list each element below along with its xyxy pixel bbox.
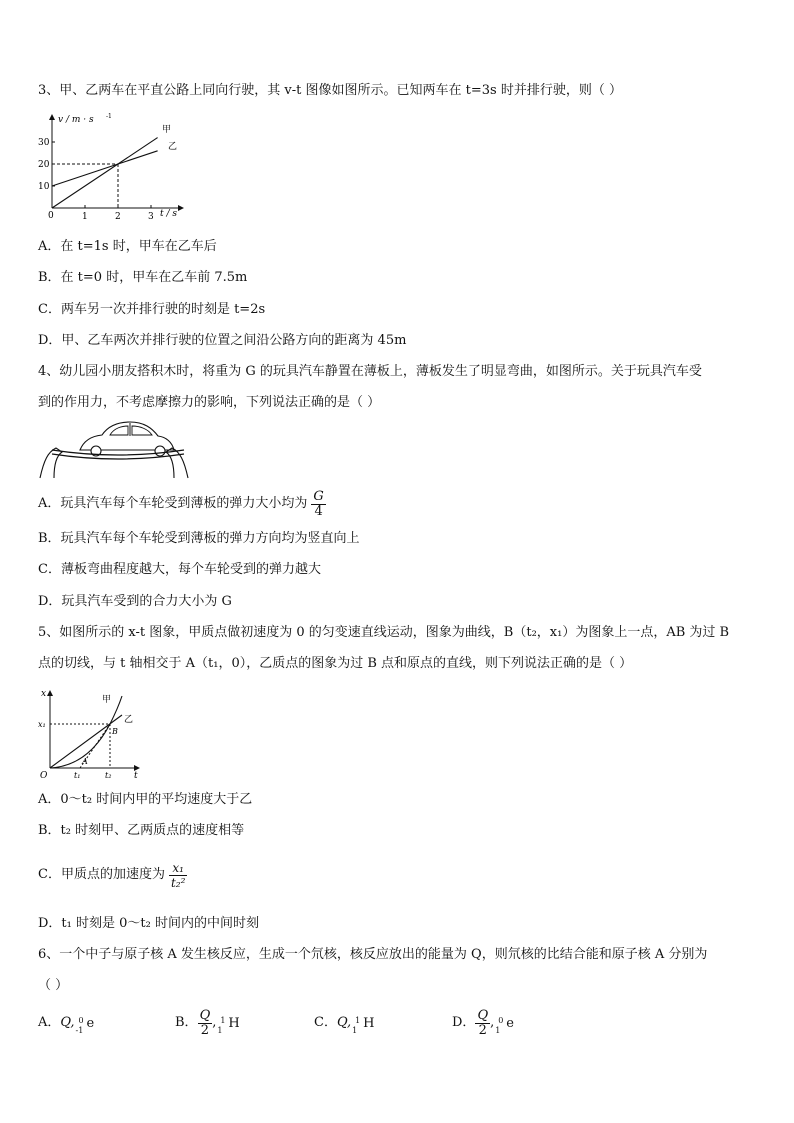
q3-stem: 3、甲、乙两车在平直公路上同向行驶，其 v-t 图像如图所示。已知两车在 t=3s 时并排行驶，则（ ） <box>38 83 622 98</box>
q4-stem-line2: 到的作用力，不考虑摩擦力的影响，下列说法正确的是（ ） <box>38 395 381 410</box>
q5-x1-label: x₁ <box>38 720 46 729</box>
q3-xtick-label-3: 3 <box>148 212 154 222</box>
q5-xt-graph <box>38 686 142 780</box>
q3-option-d[interactable]: D．甲、乙车两次并排行驶的位置之间沿公路方向的距离为 45m <box>38 333 407 348</box>
q6-option-d-charge-number: 1 <box>495 1026 501 1035</box>
q6-option-a-q: Q, <box>60 1015 75 1030</box>
q5-stem-line2: 点的切线，与 t 轴相交于 A（t₁，0），乙质点的图象为过 B 点和原点的直线，则下列说法正确的是（ ） <box>38 656 633 671</box>
q4-option-d[interactable]: D．玩具汽车受到的合力大小为 G <box>38 594 232 609</box>
q3-ylabel: v / m · s <box>58 115 94 125</box>
q3-ytick-label-30: 30 <box>38 138 50 148</box>
q5-xlabel: t <box>134 771 138 780</box>
q5-option-d[interactable]: D．t₁ 时刻是 0～t₂ 时间内的中间时刻 <box>38 916 259 931</box>
q3-ylabel-sup: -1 <box>106 113 112 120</box>
q5-ylabel: x <box>41 689 47 699</box>
q4-option-b[interactable]: B．玩具汽车每个车轮受到薄板的弹力方向均为竖直向上 <box>38 531 360 546</box>
left-support <box>40 448 62 478</box>
q6-option-b-label: B． <box>175 1015 198 1030</box>
q6-stem-line2: （ ） <box>38 978 69 993</box>
q6-option-b-numerator: Q <box>199 1007 211 1023</box>
q3-series-yi-label: 乙 <box>168 142 178 152</box>
q6-option-d-fraction <box>475 1009 490 1038</box>
q3-option-a[interactable]: A．在 t=1s 时，甲车在乙车后 <box>38 239 217 254</box>
q4-option-a-denominator: 4 <box>314 503 323 519</box>
q5-option-a[interactable]: A．0～t₂ 时间内甲的平均速度大于乙 <box>38 792 253 807</box>
q5-option-c-denominator: t₂² <box>170 875 186 890</box>
q6-option-a[interactable] <box>38 1005 101 1041</box>
q4-option-a[interactable] <box>38 486 326 522</box>
q6-option-d-mass-number: 0 <box>498 1016 504 1025</box>
car-wheel-rear <box>155 446 165 456</box>
q6-option-b-charge-number: 1 <box>217 1026 223 1035</box>
q4-car-on-board-figure <box>38 416 190 482</box>
q5-t2-label: t₂ <box>105 771 112 780</box>
q6-option-c-q: Q, <box>336 1015 352 1030</box>
q6-option-d-numerator: Q <box>477 1007 489 1023</box>
q6-option-d[interactable] <box>452 1005 520 1041</box>
q4-option-a-fraction <box>311 490 325 519</box>
q6-option-d-label: D． <box>452 1015 476 1030</box>
q6-option-b-mass-number: 1 <box>220 1016 226 1025</box>
q5-option-b[interactable]: B．t₂ 时刻甲、乙两质点的速度相等 <box>38 823 245 838</box>
q6-option-b-fraction <box>198 1009 213 1038</box>
q6-option-d-nuclide <box>494 1014 520 1035</box>
q5-option-c-numerator: x₁ <box>169 861 187 876</box>
q3-ytick-label-20: 20 <box>38 160 50 170</box>
q6-option-d-separator: , <box>490 1015 495 1030</box>
q4-stem-line1: 4、幼儿园小朋友搭积木时，将重为 G 的玩具汽车静置在薄板上，薄板发生了明显弯曲，如图所示。关于玩具汽车受 <box>38 364 702 379</box>
q3-option-b[interactable]: B．在 t=0 时，甲车在乙车前 7.5m <box>38 270 248 285</box>
q5-option-c-text: C．甲质点的加速度为 <box>38 867 165 882</box>
q5-option-c[interactable] <box>38 855 187 895</box>
q4-option-a-numerator: G <box>313 488 324 504</box>
q3-series-jia-line <box>52 138 158 208</box>
q6-option-b-denominator: 2 <box>200 1022 210 1038</box>
q3-ytick-label-10: 10 <box>38 182 50 192</box>
q4-option-c[interactable]: C．薄板弯曲程度越大，每个车轮受到的弹力越大 <box>38 562 321 577</box>
q5-x-arrow <box>47 690 53 696</box>
car-window-front <box>110 426 128 435</box>
q3-series-jia-label: 甲 <box>162 125 172 135</box>
q6-option-c-nuclide <box>351 1014 377 1035</box>
q6-option-d-denominator: 2 <box>478 1022 487 1038</box>
q6-option-b-symbol: H <box>228 1016 240 1031</box>
q6-option-c-mass-number: 1 <box>355 1016 361 1025</box>
q3-xlabel: t / s <box>160 209 177 219</box>
q6-option-a-label: A． <box>38 1015 61 1030</box>
q3-y-arrow <box>49 114 55 120</box>
q5-t1-label: t₁ <box>74 771 81 780</box>
q3-vt-graph <box>38 112 188 222</box>
q6-option-c-charge-number: 1 <box>352 1026 358 1035</box>
q5-line-label: 乙 <box>124 715 134 725</box>
q6-option-a-mass-number: 0 <box>78 1016 84 1025</box>
q3-series-yi-line <box>52 151 158 186</box>
q6-option-d-symbol: e <box>506 1016 514 1031</box>
q6-option-a-charge-number: -1 <box>75 1026 84 1035</box>
q6-option-a-nuclide <box>75 1014 101 1035</box>
q3-option-c[interactable]: C．两车另一次并排行驶的时刻是 t=2s <box>38 302 266 317</box>
q5-stem-line1: 5、如图所示的 x-t 图象，甲质点做初速度为 0 的匀变速直线运动，图象为曲线，B（t₂，x₁）为图象上一点，AB 为过 B <box>38 625 730 640</box>
q6-stem-line1: 6、一个中子与原子核 A 发生核反应，生成一个氘核，核反应放出的能量为 Q，则氘核的比结合能和原子核 A 分别为 <box>38 947 708 962</box>
q5-option-c-fraction <box>169 861 187 890</box>
q6-option-b[interactable] <box>175 1005 242 1041</box>
q6-option-c[interactable] <box>314 1005 377 1041</box>
q4-option-a-text: A．玩具汽车每个车轮受到薄板的弹力大小均为 <box>38 496 308 511</box>
q5-curve-label: 甲 <box>102 695 112 705</box>
q6-option-c-label: C． <box>314 1015 337 1030</box>
q3-origin: 0 <box>48 211 54 221</box>
q5-point-b: B <box>112 727 118 736</box>
q3-xtick-label-1: 1 <box>82 212 88 222</box>
q6-option-a-symbol: e <box>86 1016 95 1031</box>
q5-point-a: A <box>82 757 88 766</box>
q5-origin: O <box>40 771 48 780</box>
q3-x-arrow <box>178 205 184 211</box>
q3-xtick-label-2: 2 <box>115 212 121 222</box>
q6-option-b-separator: , <box>212 1015 217 1030</box>
q6-option-c-symbol: H <box>363 1016 375 1031</box>
q6-option-b-nuclide <box>216 1014 242 1035</box>
